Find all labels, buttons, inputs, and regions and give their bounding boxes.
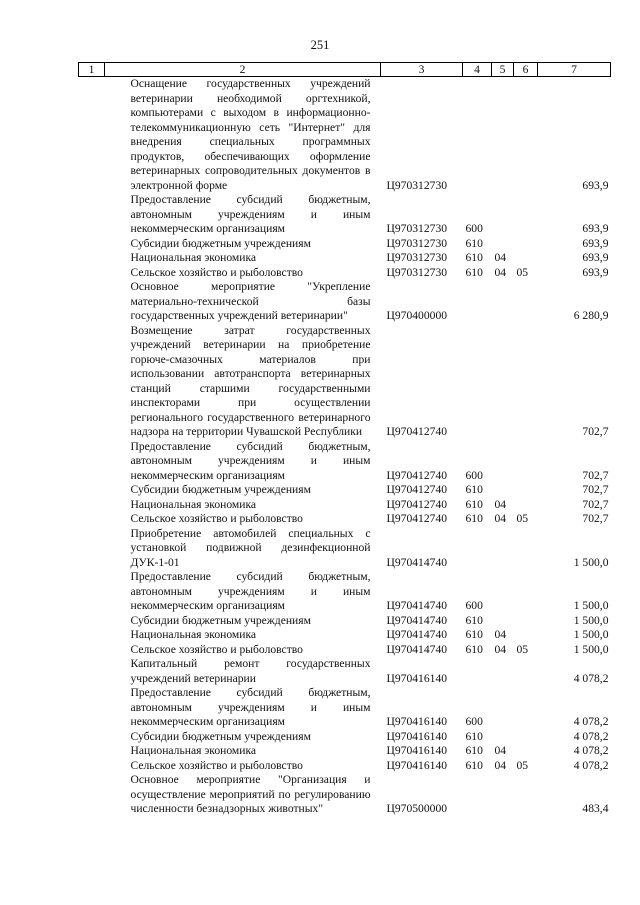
row-subsection [514,237,538,252]
row-code: Ц970412740 [386,483,448,496]
row-section [492,657,514,686]
table-body [79,77,611,817]
row-subsection [514,251,538,266]
row-subsection [514,614,538,629]
row-subsection [514,440,538,484]
row-amount: 4 078,2 [573,744,609,757]
row-subsection [514,628,538,643]
table-header-row [79,63,611,77]
row-code: Ц970416140 [386,744,448,757]
row-expense-type: 610 [465,497,483,511]
row-code: Ц970414740 [386,642,448,656]
table-row [79,570,611,614]
table-row [79,628,611,643]
row-section [492,773,514,817]
row-spacer [79,686,105,730]
table-row [79,744,611,759]
row-expense-type [463,324,492,440]
row-name: Национальная экономика [130,497,257,511]
row-spacer [79,512,105,527]
header-col-1: 1 [79,63,105,77]
row-expense-type [463,77,492,194]
row-amount: 4 078,2 [573,758,609,772]
row-name: Национальная экономика [130,251,257,264]
row-subsection [514,280,538,324]
table-row [79,77,611,194]
row-amount: 702,7 [582,468,609,482]
row-amount: 693,9 [582,236,609,250]
header-col-5: 5 [492,63,514,77]
table-row [79,730,611,745]
row-amount: 702,7 [582,497,609,511]
row-name: Сельское хозяйство и рыболовство [130,512,303,525]
row-code: Ц970416140 [386,729,448,743]
table-row [79,280,611,324]
table-row [79,643,611,658]
table-row [79,527,611,571]
row-subsection [514,77,538,194]
row-section: 04 [494,512,507,525]
row-spacer [79,483,105,498]
row-spacer [79,251,105,266]
row-spacer [79,628,105,643]
row-section [492,77,514,194]
row-code: Ц970414740 [386,599,448,612]
row-section [492,730,514,745]
table-row [79,251,611,266]
row-subsection [514,686,538,730]
row-name: Капитальный ремонт государственных учреждений ветеринарии [130,657,371,685]
row-amount: 6 280,9 [573,309,609,322]
table-row [79,498,611,513]
row-subsection [514,527,538,571]
row-expense-type: 600 [465,222,483,235]
row-section [492,614,514,629]
row-code: Ц970412740 [386,512,448,525]
row-code: Ц970312730 [386,251,448,264]
row-spacer [79,773,105,817]
row-expense-type [463,280,492,324]
row-spacer [79,498,105,513]
row-section [492,570,514,614]
row-spacer [79,237,105,252]
row-expense-type: 600 [465,715,483,728]
row-subsection [514,570,538,614]
row-name: Субсидии бюджетным учреждениям [130,236,311,250]
row-section [492,193,514,237]
row-name: Предоставление субсидий бюджетным, автономным учреждениям и иным некоммерческим организациям [130,193,371,235]
row-spacer [79,440,105,484]
row-name: Возмещение затрат государственных учреждений ветеринарии на приобретение горюче-смазочных материалов при использовании автотранспорта ветеринарных станций старшими государственными инспекторами при осуществлении регионального государственного ветеринарного надзора на территории Чувашской Республики [130,323,371,438]
row-amount: 693,9 [582,178,609,192]
row-code: Ц970312730 [386,236,448,250]
table-row [79,614,611,629]
header-col-4: 4 [463,63,492,77]
row-name: Предоставление субсидий бюджетным, автономным учреждениям и иным некоммерческим организациям [130,570,371,612]
row-section: 04 [494,265,507,279]
row-name: Субсидии бюджетным учреждениям [130,483,311,496]
row-code: Ц970412740 [386,497,448,511]
row-expense-type: 610 [465,628,483,641]
row-amount: 693,9 [582,222,609,235]
row-name: Субсидии бюджетным учреждениям [130,729,311,743]
row-amount: 702,7 [582,425,609,438]
row-amount: 1 500,0 [573,555,609,569]
table-row [79,193,611,237]
table-row [79,324,611,440]
page-number: 251 [310,38,330,52]
row-subsection [514,193,538,237]
table-row [79,773,611,817]
row-amount: 693,9 [582,251,609,264]
row-code: Ц970414740 [386,555,448,569]
row-code: Ц970414740 [386,613,448,627]
row-name: Предоставление субсидий бюджетным, автономным учреждениям и иным некоммерческим организациям [130,686,371,728]
table-row [79,440,611,484]
table-row [79,266,611,281]
row-subsection [514,483,538,498]
row-code: Ц970400000 [386,309,448,322]
row-code: Ц970412740 [386,468,448,482]
row-expense-type: 610 [465,613,483,627]
row-code: Ц970416140 [386,671,448,685]
row-amount: 693,9 [582,265,609,279]
row-name: Национальная экономика [130,744,257,757]
row-section: 04 [494,497,507,511]
row-name: Основное мероприятие "Укрепление материально-технической базы государственных учреждений ветеринарии" [130,280,371,322]
row-section: 04 [494,758,507,772]
row-expense-type: 610 [465,265,483,279]
row-amount: 4 078,2 [573,715,609,728]
row-amount: 702,7 [582,483,609,496]
row-section [492,324,514,440]
row-code: Ц970500000 [386,802,448,815]
table-row [79,483,611,498]
row-spacer [79,744,105,759]
row-section [492,237,514,252]
row-code: Ц970312730 [386,265,448,279]
row-name: Сельское хозяйство и рыболовство [130,758,303,772]
row-amount: 4 078,2 [573,671,609,685]
row-section [492,527,514,571]
budget-table [78,62,611,817]
row-subsection: 05 [516,758,529,772]
row-spacer [79,570,105,614]
row-subsection [514,773,538,817]
row-subsection [514,324,538,440]
row-spacer [79,657,105,686]
row-expense-type: 610 [465,512,483,525]
table-row [79,237,611,252]
row-amount: 483,4 [582,802,609,815]
row-section [492,686,514,730]
row-spacer [79,643,105,658]
row-code: Ц970416140 [386,758,448,772]
row-name: Оснащение государственных учреждений ветеринарии необходимой оргтехникой, компьютерами с выходом в информационно-телекоммуникационную сеть "Интернет" для внедрения специальных программных продуктов, обеспечивающих оформление ветеринарных сопроводительных документов в электронной форме [130,77,371,192]
row-expense-type: 610 [465,758,483,772]
row-subsection [514,730,538,745]
row-code: Ц970312730 [386,178,448,192]
row-expense-type: 610 [465,744,483,757]
row-amount: 1 500,0 [573,642,609,656]
row-section: 04 [494,642,507,656]
row-subsection [514,498,538,513]
row-section [492,483,514,498]
row-subsection: 05 [516,265,529,279]
row-expense-type: 600 [465,599,483,612]
row-section: 04 [494,628,507,641]
row-subsection: 05 [516,512,529,525]
row-amount: 702,7 [582,512,609,525]
row-spacer [79,77,105,194]
table-row [79,759,611,774]
table-row [79,686,611,730]
row-expense-type: 610 [465,251,483,264]
row-amount: 1 500,0 [573,628,609,641]
row-spacer [79,280,105,324]
row-expense-type [463,773,492,817]
row-spacer [79,266,105,281]
row-name: Субсидии бюджетным учреждениям [130,613,311,627]
row-code: Ц970416140 [386,715,448,728]
row-name: Основное мероприятие "Организация и осуществление мероприятий по регулированию численности безнадзорных животных" [130,773,371,815]
row-name: Предоставление субсидий бюджетным, автономным учреждениям и иным некоммерческим организациям [130,439,371,482]
row-amount: 1 500,0 [573,599,609,612]
row-code: Ц970414740 [386,628,448,641]
row-expense-type: 610 [465,483,483,496]
row-spacer [79,614,105,629]
table-row [79,657,611,686]
row-expense-type: 600 [465,468,483,482]
row-expense-type: 610 [465,642,483,656]
row-name: Национальная экономика [130,628,257,641]
header-col-7: 7 [538,63,611,77]
row-spacer [79,527,105,571]
row-spacer [79,730,105,745]
row-section: 04 [494,251,507,264]
row-name: Сельское хозяйство и рыболовство [130,642,303,656]
header-col-3: 3 [381,63,463,77]
row-section: 04 [494,744,507,757]
header-col-6: 6 [514,63,538,77]
row-spacer [79,193,105,237]
row-section [492,440,514,484]
row-code: Ц970312730 [386,222,448,235]
row-amount: 1 500,0 [573,613,609,627]
row-name: Сельское хозяйство и рыболовство [130,265,303,279]
row-code: Ц970412740 [386,425,448,438]
row-subsection: 05 [516,642,529,656]
row-name: Приобретение автомобилей специальных с установкой подвижной дезинфекционной ДУК-1-01 [130,526,371,569]
header-col-2: 2 [105,63,381,77]
row-expense-type [463,527,492,571]
row-spacer [79,759,105,774]
row-amount: 4 078,2 [573,729,609,743]
row-expense-type [463,657,492,686]
row-spacer [79,324,105,440]
row-section [492,280,514,324]
row-subsection [514,744,538,759]
row-expense-type: 610 [465,729,483,743]
row-subsection [514,657,538,686]
row-expense-type: 610 [465,236,483,250]
table-row [79,512,611,527]
